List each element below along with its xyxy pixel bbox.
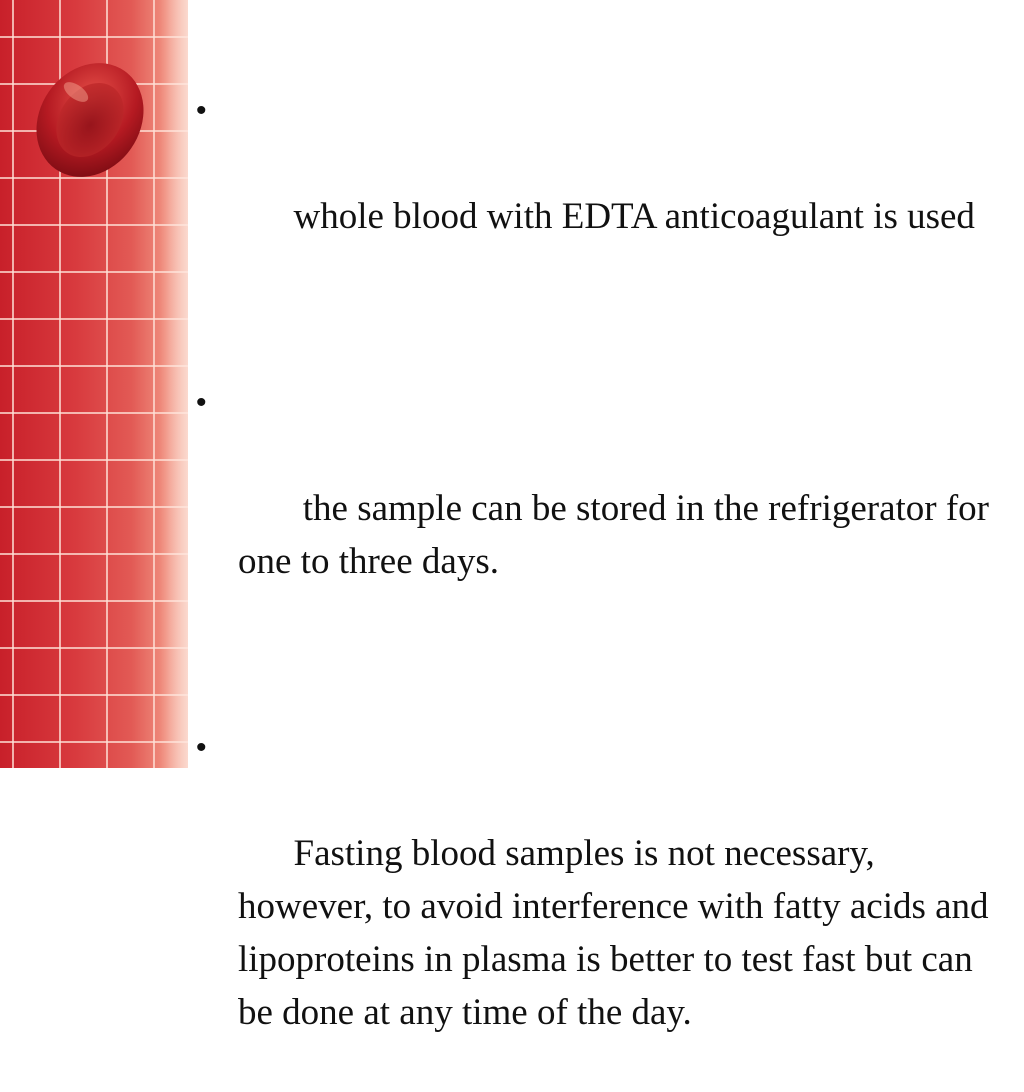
bullet-item-edta [196,84,996,296]
bullet-dot-icon: • [196,731,207,764]
bullet-item-fasting [196,721,996,1092]
bullet-text: whole blood with EDTA anticoagulant is used [293,196,975,237]
panel-edge-fade [160,0,188,768]
red-grid-side-panel [0,0,188,768]
bullet-text: the sample can be stored in the refrigerator for one to three days. [238,488,999,582]
red-blood-cell-icon [18,40,168,190]
bullet-list [196,84,999,1092]
bullet-item-storage [196,376,999,641]
bullet-dot-icon: • [196,386,207,419]
bullet-text: Fasting blood samples is not necessary, however, to avoid interference with fatty acids and lipoproteins in plasma is better to test fast but can be done at any time of the day. [238,833,998,1033]
bullet-dot-icon: • [196,94,207,127]
